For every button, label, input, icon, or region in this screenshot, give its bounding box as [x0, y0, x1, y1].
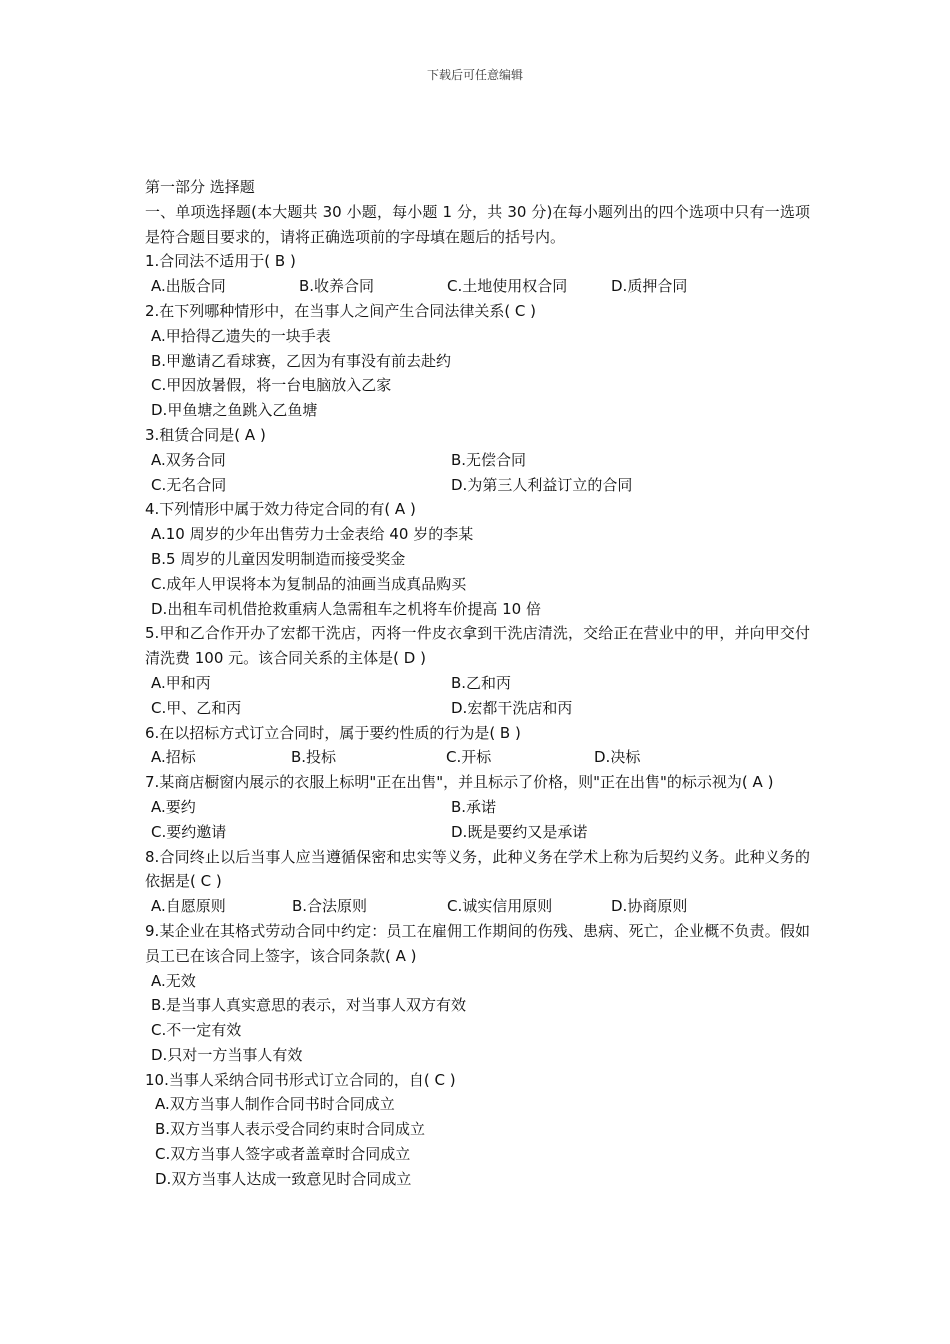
options-row: [145, 696, 810, 721]
option: B.收养合同: [299, 277, 375, 296]
option: C.诚实信用原则: [447, 897, 553, 916]
document-body: [145, 175, 810, 1192]
option: D.既是要约又是承诺: [451, 822, 588, 841]
question-stem: 5.甲和乙合作开办了宏都干洗店，丙将一件皮衣拿到干洗店清洗，交给正在营业中的甲，并向甲交付清洗费 100 元。该合同关系的主体是( D ): [145, 624, 810, 668]
option: D.质押合同: [611, 277, 688, 296]
option: B.乙和丙: [451, 673, 512, 692]
question-stem: 7.某商店橱窗内展示的衣服上标明"正在出售"，并且标示了价格，则"正在出售"的标示视为( A ): [145, 773, 774, 792]
option: B.是当事人真实意思的表示，对当事人双方有效: [151, 996, 467, 1015]
options-row: [145, 745, 810, 770]
option: C.土地使用权合同: [447, 277, 568, 296]
options-row: [145, 795, 810, 820]
option: C.甲因放暑假，将一台电脑放入乙家: [151, 376, 392, 395]
question-stem: 4.下列情形中属于效力待定合同的有( A ): [145, 500, 416, 519]
option: D.宏都干洗店和丙: [451, 698, 573, 717]
option: D.为第三人利益订立的合同: [451, 475, 633, 494]
option: A.无效: [151, 971, 196, 990]
option: D.只对一方当事人有效: [151, 1045, 303, 1064]
question-stem: 8.合同终止以后当事人应当遵循保密和忠实等义务，此种义务在学术上称为后契约义务。此种义务的依据是( C ): [145, 847, 810, 891]
options-row: [145, 671, 810, 696]
option: C.要约邀请: [151, 822, 227, 841]
question-stem: 2.在下列哪种情形中，在当事人之间产生合同法律关系( C ): [145, 301, 537, 320]
option: B.无偿合同: [451, 450, 527, 469]
option: D.甲鱼塘之鱼跳入乙鱼塘: [151, 401, 318, 420]
options-row: [145, 820, 810, 845]
option: C.双方当事人签字或者盖章时合同成立: [155, 1145, 411, 1164]
option: A.双方当事人制作合同书时合同成立: [155, 1095, 395, 1114]
page-header: 下载后可任意编辑: [426, 68, 523, 82]
option: B.投标: [291, 748, 337, 767]
option: C.甲、乙和丙: [151, 698, 242, 717]
section-instructions: 一、单项选择题(本大题共 30 小题，每小题 1 分，共 30 分)在每小题列出的四个选项中只有一选项是符合题目要求的，请将正确选项前的字母填在题后的括号内。: [145, 202, 810, 246]
option: A.双务合同: [151, 450, 226, 469]
options-row: [145, 274, 810, 299]
option: A.甲拾得乙遗失的一块手表: [151, 326, 331, 345]
option: B.5 周岁的儿童因发明制造而接受奖金: [151, 549, 406, 568]
option: A.出版合同: [151, 277, 226, 296]
option: B.甲邀请乙看球赛，乙因为有事没有前去赴约: [151, 351, 452, 370]
question-stem: 10.当事人采纳合同书形式订立合同的，自( C ): [145, 1070, 456, 1089]
options-row: [145, 448, 810, 473]
question-stem: 1.合同法不适用于( B ): [145, 252, 296, 271]
option: B.合法原则: [292, 897, 368, 916]
option: A.招标: [151, 748, 196, 767]
options-row: [145, 473, 810, 498]
option: D.决标: [594, 748, 641, 767]
option: D.协商原则: [611, 897, 688, 916]
question-stem: 3.租赁合同是( A ): [145, 425, 266, 444]
option: C.不一定有效: [151, 1021, 242, 1040]
question-stem: 6.在以招标方式订立合同时，属于要约性质的行为是( B ): [145, 723, 521, 742]
option: A.要约: [151, 797, 196, 816]
option: B.承诺: [451, 797, 497, 816]
part-title: 第一部分 选择题: [145, 178, 255, 196]
option: C.开标: [446, 748, 492, 767]
option: A.10 周岁的少年出售劳力士金表给 40 岁的李某: [151, 525, 474, 544]
option: A.自愿原则: [151, 897, 226, 916]
question-stem: 9.某企业在其格式劳动合同中约定：员工在雇佣工作期间的伤残、患病、死亡，企业概不负责。假如员工已在该合同上签字，该合同条款( A ): [145, 921, 810, 965]
option: B.双方当事人表示受合同约束时合同成立: [155, 1120, 426, 1139]
option: C.无名合同: [151, 475, 227, 494]
option: C.成年人甲误将本为复制品的油画当成真品购买: [151, 574, 467, 593]
option: A.甲和丙: [151, 673, 211, 692]
option: D.双方当事人达成一致意见时合同成立: [155, 1169, 412, 1188]
option: D.出租车司机借抢救重病人急需租车之机将车价提高 10 倍: [151, 599, 541, 618]
options-row: [145, 894, 810, 919]
